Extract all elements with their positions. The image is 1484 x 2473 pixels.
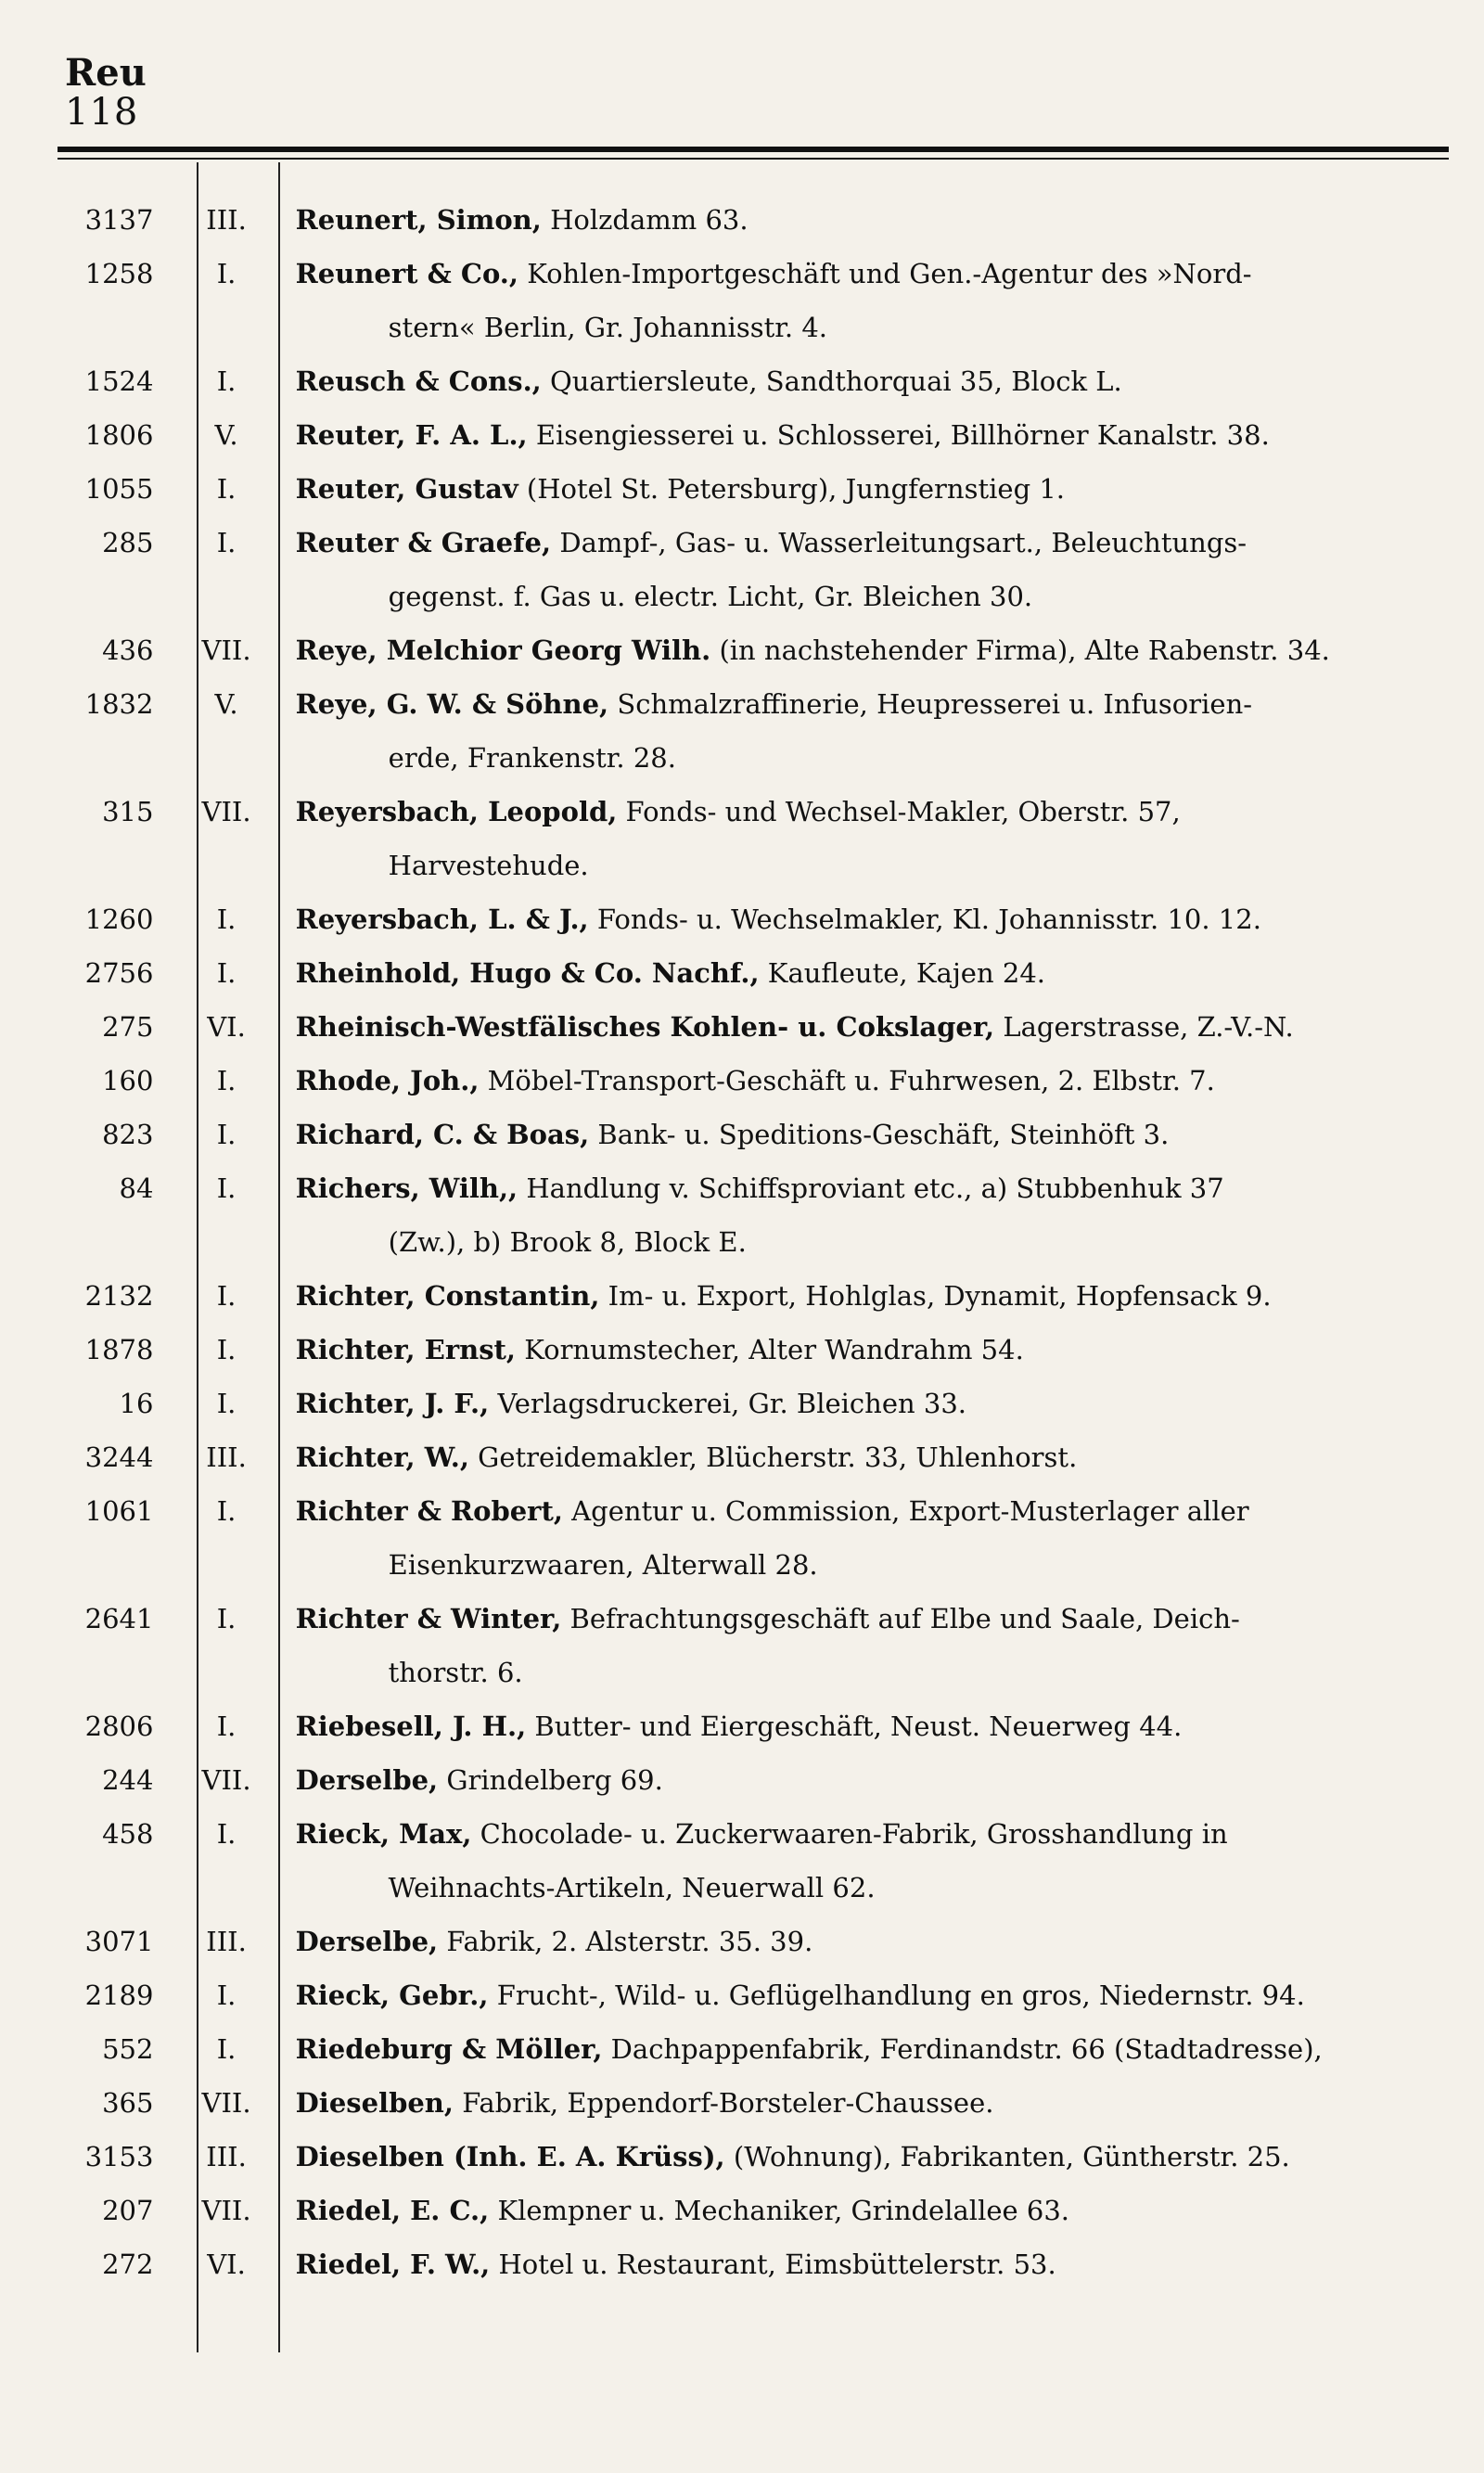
directory-entry (58, 1000, 1449, 1054)
entry-number: 458 (102, 1818, 154, 1850)
directory-entry (58, 462, 1449, 516)
entry-class: I. (216, 1280, 237, 1312)
entry-number: 1260 (84, 903, 154, 935)
entry-name: Richter & Winter, (295, 1603, 562, 1634)
entry-number: 1832 (84, 688, 154, 720)
entry-text (296, 1323, 1449, 1377)
entry-continuation: thorstr. 6. (388, 1657, 523, 1688)
directory-entry (58, 1430, 1449, 1484)
entry-description: Grindelberg 69. (438, 1764, 663, 1796)
entry-description: Befrachtungsgeschäft auf Elbe und Saale, Deich- (561, 1603, 1240, 1634)
entry-description: Kohlen-Importgeschäft und Gen.-Agentur des »Nord- (518, 258, 1252, 289)
header-rule-thick (58, 147, 1449, 152)
entry-text (296, 2237, 1449, 2291)
entry-description: Butter- und Eiergeschäft, Neust. Neuerweg 44. (526, 1711, 1183, 1742)
entry-description: Kornumstecher, Alter Wandrahm 54. (516, 1334, 1024, 1365)
entry-text (296, 2130, 1449, 2184)
entry-text (296, 354, 1449, 408)
directory-entry (58, 946, 1449, 1000)
entry-name: Richter, W., (295, 1442, 469, 1473)
entry-description: Im- u. Export, Hohlglas, Dynamit, Hopfensack 9. (599, 1280, 1272, 1312)
directory-entry (58, 1968, 1449, 2022)
entry-class: I. (216, 2033, 237, 2065)
entry-number: 3244 (84, 1442, 154, 1473)
directory-entry (58, 1377, 1449, 1430)
directory-entry (58, 1269, 1449, 1323)
entry-text (296, 1161, 1449, 1269)
entry-text (296, 462, 1449, 516)
entry-name: Richers, Wilh,, (295, 1172, 518, 1204)
entry-description: Verlagsdruckerei, Gr. Bleichen 33. (489, 1388, 966, 1419)
entry-number: 2189 (84, 1980, 154, 2011)
directory-entry (58, 2184, 1449, 2237)
entry-number: 160 (102, 1065, 154, 1096)
entry-description: Klempner u. Mechaniker, Grindelallee 63. (489, 2195, 1069, 2226)
entry-name: Richter & Robert, (295, 1495, 563, 1527)
entry-name: Reuter, Gustav (295, 473, 518, 505)
entry-description: Dachpappenfabrik, Ferdinandstr. 66 (Stadtadresse), (602, 2033, 1323, 2065)
entry-number: 2641 (84, 1603, 154, 1634)
entry-class: VII. (201, 1764, 251, 1796)
entry-text (296, 1377, 1449, 1430)
running-head: Reu (65, 51, 147, 95)
entry-text (296, 1592, 1449, 1699)
entry-name: Rheinhold, Hugo & Co. Nachf., (295, 957, 760, 989)
entry-description: Dampf-, Gas- u. Wasserleitungsart., Beleuchtungs- (551, 527, 1247, 558)
header-rule-thin (58, 158, 1449, 160)
entry-description: Kaufleute, Kajen 24. (759, 957, 1045, 989)
entry-number: 2132 (84, 1280, 154, 1312)
entry-text (296, 1430, 1449, 1484)
entry-description: Frucht-, Wild- u. Geflügelhandlung en gros, Niedernstr. 94. (488, 1980, 1305, 2011)
entry-description: Möbel-Transport-Geschäft u. Fuhrwesen, 2. Elbstr. 7. (479, 1065, 1215, 1096)
entry-continuation: erde, Frankenstr. 28. (388, 742, 676, 774)
entry-description: (Hotel St. Petersburg), Jungfernstieg 1. (518, 473, 1066, 505)
entry-number: 552 (102, 2033, 154, 2065)
entry-class: I. (216, 1172, 237, 1204)
directory-entry (58, 1807, 1449, 1915)
entry-class: I. (216, 527, 237, 558)
entry-class: VII. (201, 2195, 251, 2226)
entry-description: Handlung v. Schiffsproviant etc., a) Stubbenhuk 37 (518, 1172, 1224, 1204)
entry-text (296, 1484, 1449, 1592)
entry-class: V. (214, 419, 238, 451)
entry-number: 1055 (84, 473, 154, 505)
entry-text (296, 1968, 1449, 2022)
entry-number: 272 (102, 2249, 154, 2280)
entry-text (296, 1000, 1449, 1054)
directory-entry (58, 785, 1449, 892)
entry-text (296, 946, 1449, 1000)
directory-entry (58, 2076, 1449, 2130)
entry-name: Rieck, Gebr., (295, 1980, 489, 2011)
directory-entry (58, 2130, 1449, 2184)
entry-description: Holzdamm 63. (541, 204, 748, 236)
entry-description: Getreidemakler, Blücherstr. 33, Uhlenhorst. (468, 1442, 1078, 1473)
entry-class: I. (216, 903, 237, 935)
entry-number: 285 (102, 527, 154, 558)
entry-text (296, 408, 1449, 462)
entry-name: Reunert & Co., (295, 258, 518, 289)
entry-description: Fabrik, Eppendorf-Borsteler-Chaussee. (453, 2087, 994, 2119)
entry-class: I. (216, 365, 237, 397)
entry-text (296, 1269, 1449, 1323)
entry-description: Schmalzraffinerie, Heupresserei u. Infusorien- (608, 688, 1253, 720)
entry-number: 16 (119, 1388, 154, 1419)
entry-number: 1061 (84, 1495, 154, 1527)
entry-number: 1524 (84, 365, 154, 397)
entry-class: VII. (201, 796, 251, 827)
entry-class: I. (216, 1334, 237, 1365)
entry-name: Reye, G. W. & Söhne, (295, 688, 609, 720)
entry-name: Riedeburg & Möller, (295, 2033, 603, 2065)
page-number: 118 (65, 91, 139, 134)
entry-description: Hotel u. Restaurant, Eimsbüttelerstr. 53. (490, 2249, 1056, 2280)
entry-name: Rheinisch-Westfälisches Kohlen- u. Cokslager, (295, 1011, 995, 1043)
entry-description: (in nachstehender Firma), Alte Rabenstr. 34. (710, 634, 1330, 666)
entry-number: 3071 (84, 1926, 154, 1957)
entry-text (296, 1753, 1449, 1807)
entry-class: I. (216, 1818, 237, 1850)
entry-name: Riedel, F. W., (295, 2249, 491, 2280)
entry-name: Reusch & Cons., (295, 365, 542, 397)
entry-name: Reyersbach, L. & J., (295, 903, 589, 935)
entry-class: I. (216, 1711, 237, 1742)
entry-number: 436 (102, 634, 154, 666)
directory-entry (58, 892, 1449, 946)
entry-text (296, 623, 1449, 677)
directory-entry (58, 1592, 1449, 1699)
directory-entry (58, 516, 1449, 623)
entry-number: 3153 (84, 2141, 154, 2172)
entry-name: Reuter, F. A. L., (295, 419, 528, 451)
directory-entry (58, 1699, 1449, 1753)
entry-number: 315 (102, 796, 154, 827)
entry-number: 2756 (84, 957, 154, 989)
entry-class: I. (216, 1495, 237, 1527)
entry-number: 275 (102, 1011, 154, 1043)
entry-continuation: Harvestehude. (388, 850, 589, 881)
entry-class: V. (214, 688, 238, 720)
directory-entry (58, 1484, 1449, 1592)
directory-entry (58, 1753, 1449, 1807)
entry-name: Riedel, E. C., (295, 2195, 490, 2226)
directory-entry (58, 2022, 1449, 2076)
entry-description: Fonds- und Wechsel-Makler, Oberstr. 57, (617, 796, 1181, 827)
entry-number: 1878 (84, 1334, 154, 1365)
entry-name: Reunert, Simon, (295, 204, 542, 236)
entry-text (296, 785, 1449, 892)
entry-number: 244 (102, 1764, 154, 1796)
entry-number: 365 (102, 2087, 154, 2119)
entry-text (296, 2184, 1449, 2237)
entry-class: VI. (207, 1011, 246, 1043)
entry-name: Reyersbach, Leopold, (295, 796, 618, 827)
directory-entry (58, 2237, 1449, 2291)
entry-class: III. (206, 1442, 247, 1473)
entry-class: I. (216, 258, 237, 289)
entry-name: Reye, Melchior Georg Wilh. (295, 634, 711, 666)
entry-name: Richter, Ernst, (295, 1334, 517, 1365)
entry-number: 823 (102, 1119, 154, 1150)
directory-entry (58, 1161, 1449, 1269)
directory-entry (58, 354, 1449, 408)
entry-text (296, 2076, 1449, 2130)
entry-name: Richter, Constantin, (295, 1280, 600, 1312)
entry-name: Rieck, Max, (295, 1818, 472, 1850)
directory-entry (58, 1915, 1449, 1968)
directory-entry (58, 193, 1449, 247)
entry-continuation: stern« Berlin, Gr. Johannisstr. 4. (388, 312, 828, 343)
entry-class: III. (206, 2141, 247, 2172)
entry-continuation: (Zw.), b) Brook 8, Block E. (388, 1226, 747, 1258)
entry-number: 84 (119, 1172, 154, 1204)
entry-class: I. (216, 473, 237, 505)
entry-number: 1258 (84, 258, 154, 289)
entry-text (296, 1915, 1449, 1968)
directory-entry (58, 1108, 1449, 1161)
entry-description: Lagerstrasse, Z.-V.-N. (994, 1011, 1294, 1043)
entry-description: Fabrik, 2. Alsterstr. 35. 39. (438, 1926, 813, 1957)
entry-text (296, 516, 1449, 623)
entry-class: I. (216, 1980, 237, 2011)
entry-class: I. (216, 1065, 237, 1096)
entry-name: Richter, J. F., (295, 1388, 490, 1419)
entry-description: Agentur u. Commission, Export-Musterlager aller (562, 1495, 1249, 1527)
entry-number: 2806 (84, 1711, 154, 1742)
entry-continuation: Eisenkurzwaaren, Alterwall 28. (388, 1549, 818, 1581)
entry-description: Bank- u. Speditions-Geschäft, Steinhöft 3. (589, 1119, 1170, 1150)
entry-description: Chocolade- u. Zuckerwaaren-Fabrik, Grosshandlung in (471, 1818, 1228, 1850)
entry-list (58, 193, 1449, 2291)
entry-continuation: gegenst. f. Gas u. electr. Licht, Gr. Bleichen 30. (388, 581, 1033, 612)
entry-name: Riebesell, J. H., (295, 1711, 527, 1742)
directory-entry (58, 1054, 1449, 1108)
entry-description: Quartiersleute, Sandthorquai 35, Block L. (541, 365, 1122, 397)
entry-number: 1806 (84, 419, 154, 451)
entry-name: Derselbe, (295, 1926, 439, 1957)
entry-class: I. (216, 1119, 237, 1150)
entry-class: III. (206, 204, 247, 236)
entry-text (296, 677, 1449, 785)
directory-entry (58, 677, 1449, 785)
directory-entry (58, 408, 1449, 462)
directory-entry (58, 1323, 1449, 1377)
entry-class: I. (216, 1603, 237, 1634)
entry-name: Derselbe, (295, 1764, 439, 1796)
entry-name: Dieselben, (295, 2087, 454, 2119)
directory-entry (58, 623, 1449, 677)
directory-entry (58, 247, 1449, 354)
entry-text (296, 1108, 1449, 1161)
entry-class: VII. (201, 2087, 251, 2119)
entry-continuation: Weihnachts-Artikeln, Neuerwall 62. (388, 1872, 876, 1903)
entry-text (296, 2022, 1449, 2076)
entry-class: VII. (201, 634, 251, 666)
entry-name: Richard, C. & Boas, (295, 1119, 590, 1150)
entry-description: Eisengiesserei u. Schlosserei, Billhörner Kanalstr. 38. (527, 419, 1270, 451)
entry-text (296, 193, 1449, 247)
entry-class: I. (216, 1388, 237, 1419)
entry-class: VI. (207, 2249, 246, 2280)
entry-number: 207 (102, 2195, 154, 2226)
entry-description: Fonds- u. Wechselmakler, Kl. Johannisstr. 10. 12. (588, 903, 1261, 935)
entry-text (296, 247, 1449, 354)
entry-name: Dieselben (Inh. E. A. Krüss), (295, 2141, 725, 2172)
entry-text (296, 892, 1449, 946)
entry-name: Rhode, Joh., (295, 1065, 480, 1096)
entry-text (296, 1699, 1449, 1753)
entry-text (296, 1807, 1449, 1915)
entry-text (296, 1054, 1449, 1108)
page-header (65, 51, 147, 134)
entry-description: (Wohnung), Fabrikanten, Güntherstr. 25. (724, 2141, 1290, 2172)
entry-class: I. (216, 957, 237, 989)
entry-class: III. (206, 1926, 247, 1957)
entry-name: Reuter & Graefe, (295, 527, 552, 558)
entry-number: 3137 (84, 204, 154, 236)
